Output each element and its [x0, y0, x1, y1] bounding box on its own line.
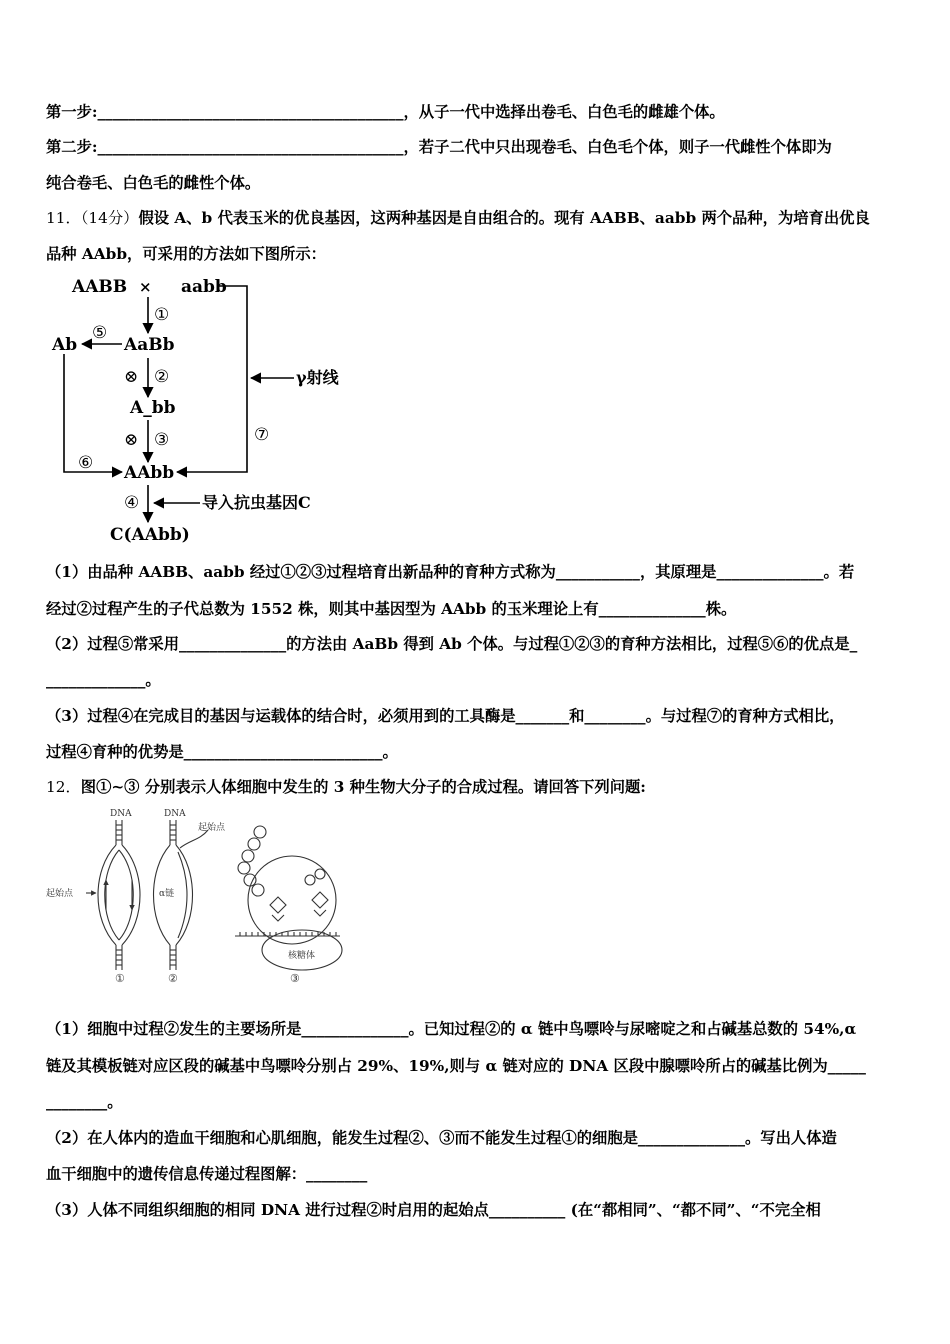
selfing-symbol-1: ⊗ — [124, 367, 139, 387]
question-12-part-1a: （1）细胞中过程②发生的主要场所是______________。已知过程②的 α 链中鸟嘌呤与尿嘧啶之和占碱基总数的 54%,α — [46, 1020, 857, 1038]
parent-aabb-recessive: aabb — [181, 277, 227, 297]
cross-symbol: × — [139, 278, 152, 296]
question-11-part-3a: （3）过程④在完成目的基因与运载体的结合时，必须用到的工具酶是_______和________。与过程⑦的育种方式相比， — [46, 707, 845, 725]
replication-bubble — [86, 820, 140, 970]
f2-genotype: A_bb — [130, 398, 176, 418]
question-11-intro — [46, 208, 906, 228]
step-6-label: ⑥ — [78, 453, 94, 473]
question-12-part-1c: ________。 — [46, 1093, 123, 1111]
step-1-label: ① — [154, 305, 170, 325]
question-11-part-2a: （2）过程⑤常采用______________的方法由 AaBb 得到 Ab 个体。与过程①②③的育种方法相比，过程⑤⑥的优点是_ — [46, 635, 858, 653]
question-11-number: 11．（14分） — [46, 209, 139, 227]
question-12-part-2a: （2）在人体内的造血干细胞和心肌细胞，能发生过程②、③而不能发生过程①的细胞是______________。写出人体造 — [46, 1129, 837, 1147]
product-genotype: C(AAbb) — [110, 525, 190, 545]
ribosome-label: 核糖体 — [288, 951, 316, 961]
process-label-2: ② — [168, 972, 178, 985]
question-11-part-2b: _____________。 — [46, 671, 161, 689]
question-11-intro-continued: 品种 AAbb，可采用的方法如下图所示： — [46, 245, 326, 263]
dna-label-2: DNA — [164, 809, 186, 819]
step-7-label: ⑦ — [254, 425, 270, 445]
synthesis-diagram — [40, 800, 360, 990]
selfing-symbol-2: ⊗ — [124, 430, 139, 450]
question-11-part-1b: 经过②过程产生的子代总数为 1552 株，则其中基因型为 AAbb 的玉米理论上有______________株。 — [46, 600, 737, 618]
arrow-step-7 — [177, 286, 247, 472]
step-3-label: ③ — [154, 430, 170, 450]
origin-label-top: 起始点 — [198, 823, 226, 833]
question-11-part-1a: （1）由品种 AABB、aabb 经过①②③过程培育出新品种的育种方式称为___________，其原理是______________。若 — [46, 563, 855, 581]
question-12-number: 12． — [46, 778, 81, 796]
step1-line: 第一步:________________________________________，从子一代中选择出卷毛、白色毛的雌雄个体。 — [46, 103, 725, 121]
question-12-part-3a: （3）人体不同组织细胞的相同 DNA 进行过程②时启用的起始点__________ (在“都相同”、“都不同”、“不完全相 — [46, 1201, 821, 1219]
origin-label-left: 起始点 — [46, 889, 74, 899]
breeding-diagram — [44, 270, 384, 550]
process-label-1: ① — [115, 972, 125, 985]
question-12-part-1b: 链及其模板链对应区段的碱基中鸟嘌呤分别占 29%、19%,则与 α 链对应的 DNA 区段中腺嘌呤所占的碱基比例为_____ — [46, 1057, 866, 1075]
question-11-part-3b: 过程④育种的优势是__________________________。 — [46, 743, 398, 761]
step-2-label: ② — [154, 367, 170, 387]
insert-gene-label: 导入抗虫基因C — [202, 493, 311, 512]
dna-label-1: DNA — [110, 809, 132, 819]
parent-aabb-dominant: AABB — [72, 277, 128, 297]
question-11-text: 假设 A、b 代表玉米的优良基因，这两种基因是自由组合的。现有 AABB、aabb 两个品种，为培育出优良 — [138, 209, 870, 227]
question-12-part-2b: 血干细胞中的遗传信息传递过程图解：________ — [46, 1165, 368, 1183]
step-4-label: ④ — [124, 493, 140, 513]
question-12-text: 图①~③ 分别表示人体细胞中发生的 3 种生物大分子的合成过程。请回答下列问题: — [80, 778, 646, 796]
target-genotype: AAbb — [124, 463, 175, 483]
haploid-genotype: Ab — [52, 335, 78, 355]
translation-ribosome — [235, 826, 342, 970]
step2-line: 第二步:________________________________________，若子二代中只出现卷毛、白色毛个体，则子一代雌性个体即为 — [46, 138, 832, 156]
f1-genotype: AaBb — [124, 335, 175, 355]
question-12-intro — [46, 777, 906, 797]
step-5-label: ⑤ — [92, 323, 108, 343]
alpha-chain-label: α链 — [159, 889, 175, 899]
process-label-3: ③ — [290, 972, 300, 985]
step2-continued: 纯合卷毛、白色毛的雌性个体。 — [46, 174, 261, 192]
gamma-ray-label: γ射线 — [296, 368, 339, 387]
